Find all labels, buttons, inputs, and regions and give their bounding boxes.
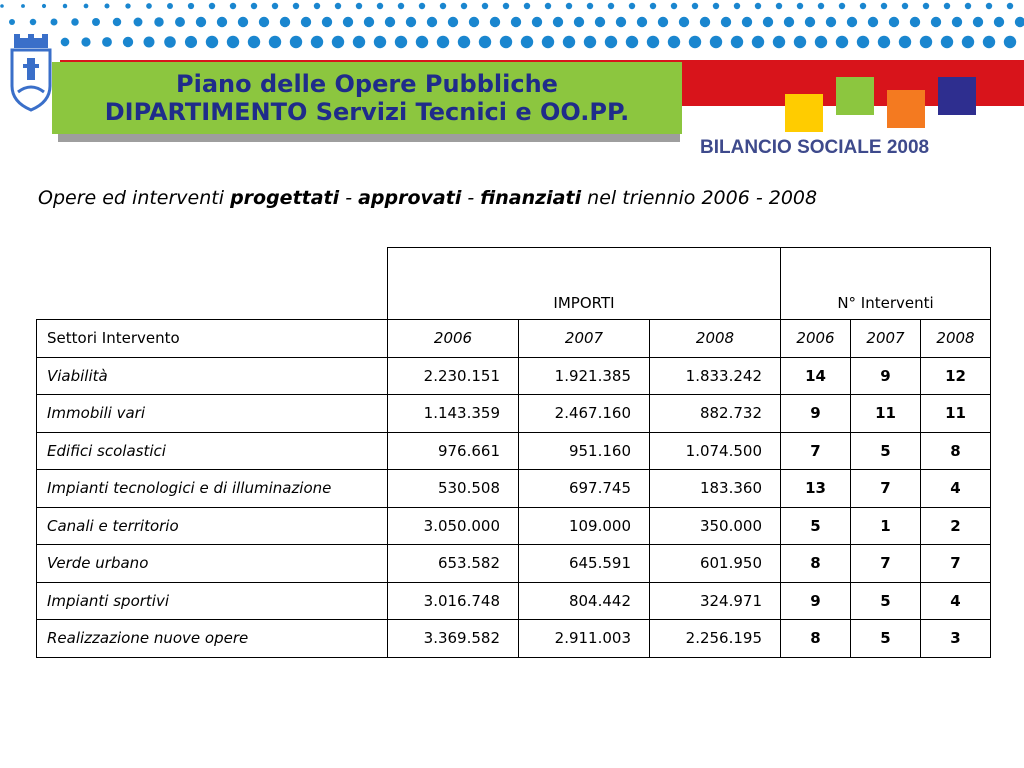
count-cell-2006: 5	[781, 507, 851, 545]
count-cell-2007: 9	[851, 357, 921, 395]
title-banner	[52, 62, 682, 134]
header-dot	[42, 4, 46, 8]
count-cell-2007: 7	[851, 545, 921, 583]
header-dot	[889, 17, 899, 27]
header-dot	[500, 36, 512, 48]
header-dot	[710, 36, 722, 48]
count-cell-2007: 11	[851, 395, 921, 433]
header-dot	[878, 36, 890, 48]
header-dot	[9, 19, 15, 25]
interventi-header: N° Interventi	[781, 248, 991, 320]
orange-square	[887, 90, 925, 128]
amount-cell-2006: 3.016.748	[388, 582, 519, 620]
page-subtitle	[38, 187, 817, 209]
sector-name-cell: Impianti tecnologici e di illuminazione	[37, 470, 388, 508]
header-dot	[973, 17, 983, 27]
header-dot	[311, 36, 323, 48]
header-dot	[259, 17, 269, 27]
amount-cell-2008: 183.360	[650, 470, 781, 508]
city-crest-icon	[8, 34, 54, 114]
amount-cell-2008: 324.971	[650, 582, 781, 620]
count-cell-2008: 8	[921, 432, 991, 470]
header-dot	[356, 3, 362, 9]
header-dot	[986, 3, 992, 9]
header-dot	[123, 37, 133, 47]
count-cell-2007: 7	[851, 470, 921, 508]
table-row	[37, 545, 991, 583]
header-dot	[238, 17, 248, 27]
header-dot	[763, 17, 773, 27]
header-dot	[248, 36, 260, 48]
count-cell-2006: 8	[781, 620, 851, 658]
header-dot	[332, 36, 344, 48]
amount-cell-2007: 951.160	[519, 432, 650, 470]
amount-cell-2006: 2.230.151	[388, 357, 519, 395]
header-dot	[251, 3, 257, 9]
header-dot	[836, 36, 848, 48]
header-dot	[713, 3, 719, 9]
header-dot	[63, 4, 67, 8]
count-cell-2007: 5	[851, 582, 921, 620]
header-dot	[21, 4, 25, 8]
header-dot	[553, 17, 563, 27]
sector-column-header: Settori Intervento	[37, 320, 388, 358]
header-dot	[952, 17, 962, 27]
sector-name-cell: Viabilità	[37, 357, 388, 395]
count-cell-2007: 1	[851, 507, 921, 545]
header-dot	[175, 17, 185, 27]
count-cell-2006: 9	[781, 395, 851, 433]
year-header-importi-2007: 2007	[519, 320, 650, 358]
header-dot	[164, 36, 176, 48]
header-dot	[458, 36, 470, 48]
header-dot	[755, 3, 761, 9]
header-dot	[81, 37, 90, 46]
header-dot	[322, 17, 332, 27]
year-header-importi-2008: 2008	[650, 320, 781, 358]
table-year-header-row	[37, 320, 991, 358]
header-dot	[595, 17, 605, 27]
table-row	[37, 507, 991, 545]
header-dot	[364, 17, 374, 27]
amount-cell-2006: 3.369.582	[388, 620, 519, 658]
table-row	[37, 470, 991, 508]
table-row	[37, 395, 991, 433]
count-cell-2006: 9	[781, 582, 851, 620]
header-dot	[637, 17, 647, 27]
count-cell-2006: 14	[781, 357, 851, 395]
header-dot	[144, 37, 155, 48]
title-line-1: Piano delle Opere Pubbliche	[176, 70, 558, 98]
header-dot	[0, 4, 4, 8]
amount-cell-2006: 530.508	[388, 470, 519, 508]
amount-cell-2008: 601.950	[650, 545, 781, 583]
subtitle-progettati: progettati	[230, 187, 340, 209]
header-dot	[797, 3, 803, 9]
header-dot	[608, 3, 614, 9]
year-header-count-2007: 2007	[851, 320, 921, 358]
header-dot	[931, 17, 941, 27]
header-dot	[700, 17, 710, 27]
green-square	[836, 77, 874, 115]
header-dot	[910, 17, 920, 27]
header-dot	[658, 17, 668, 27]
header-dot	[524, 3, 530, 9]
header-dot	[482, 3, 488, 9]
header-dot	[419, 3, 425, 9]
subtitle-sep1: -	[339, 187, 359, 209]
header-dot	[742, 17, 752, 27]
header-dot	[920, 36, 932, 48]
subtitle-part1: Opere ed interventi	[38, 187, 231, 209]
header-dot	[167, 3, 173, 9]
title-line-2: DIPARTIMENTO Servizi Tecnici e OO.PP.	[104, 98, 630, 126]
header-dot	[353, 36, 365, 48]
header-dot	[314, 3, 320, 9]
header-dot	[440, 3, 446, 9]
sector-name-cell: Edifici scolastici	[37, 432, 388, 470]
header-dot	[983, 36, 995, 48]
header-dot	[448, 17, 458, 27]
header-dot	[847, 17, 857, 27]
table-row	[37, 582, 991, 620]
header-dot	[605, 36, 617, 48]
table-row	[37, 620, 991, 658]
header-dot	[857, 36, 869, 48]
header-dot	[416, 36, 428, 48]
amount-cell-2006: 1.143.359	[388, 395, 519, 433]
header-dot	[941, 36, 953, 48]
header-blank-cell	[37, 248, 388, 320]
header-dot	[689, 36, 701, 48]
header-dot	[626, 36, 638, 48]
table-group-header-row	[37, 248, 991, 320]
header-dot	[406, 17, 416, 27]
header-dot	[437, 36, 449, 48]
header-dot	[650, 3, 656, 9]
header-dot	[113, 18, 121, 26]
header-dot	[721, 17, 731, 27]
header-dot	[521, 36, 533, 48]
header-dot	[776, 3, 782, 9]
header-dot	[902, 3, 908, 9]
header-dot	[734, 3, 740, 9]
header-dot	[125, 3, 130, 8]
header-dot	[731, 36, 743, 48]
amount-cell-2008: 2.256.195	[650, 620, 781, 658]
header-dot	[30, 19, 36, 25]
header-dot	[84, 4, 89, 9]
header-dot	[185, 36, 197, 48]
header-dot	[965, 3, 971, 9]
header-dot	[230, 3, 236, 9]
count-cell-2008: 11	[921, 395, 991, 433]
year-header-count-2008: 2008	[921, 320, 991, 358]
header-dot	[584, 36, 596, 48]
header-dot	[784, 17, 794, 27]
sector-name-cell: Verde urbano	[37, 545, 388, 583]
amount-cell-2008: 1.833.242	[650, 357, 781, 395]
subtitle-sep2: -	[461, 187, 481, 209]
header-dot	[1004, 36, 1016, 48]
header-dot	[51, 19, 58, 26]
amount-cell-2008: 882.732	[650, 395, 781, 433]
sector-name-cell: Immobili vari	[37, 395, 388, 433]
header-dot	[671, 3, 677, 9]
header-dot	[134, 18, 143, 27]
header-dot	[532, 17, 542, 27]
header-dot	[61, 38, 70, 47]
count-cell-2006: 13	[781, 470, 851, 508]
header-dot	[692, 3, 698, 9]
header-dot	[227, 36, 239, 48]
header-dot	[188, 3, 194, 9]
header-dot	[566, 3, 572, 9]
importi-header: IMPORTI	[388, 248, 781, 320]
count-cell-2006: 8	[781, 545, 851, 583]
header-dot	[994, 17, 1004, 27]
header-dot	[868, 17, 878, 27]
header-dot	[794, 36, 806, 48]
header-dot	[269, 36, 281, 48]
header-dot	[545, 3, 551, 9]
header-dot	[102, 37, 112, 47]
header-dot	[752, 36, 764, 48]
header-dot	[196, 17, 206, 27]
subtitle-finanziati: finanziati	[480, 187, 582, 209]
header-dot	[290, 36, 302, 48]
header-dot	[335, 3, 341, 9]
header-dot	[511, 17, 521, 27]
header-dot	[962, 36, 974, 48]
count-cell-2008: 4	[921, 582, 991, 620]
header-dot	[668, 36, 680, 48]
amount-cell-2007: 804.442	[519, 582, 650, 620]
interventions-table	[36, 247, 991, 658]
header-dot	[146, 3, 152, 9]
amount-cell-2006: 653.582	[388, 545, 519, 583]
header-dot	[206, 36, 218, 48]
header-dot	[839, 3, 845, 9]
header-dot	[860, 3, 866, 9]
amount-cell-2008: 1.074.500	[650, 432, 781, 470]
header-dot	[647, 36, 659, 48]
header-dot	[377, 3, 383, 9]
header-dot	[542, 36, 554, 48]
sector-name-cell: Impianti sportivi	[37, 582, 388, 620]
header-dot	[479, 36, 491, 48]
interventions-table-wrapper	[36, 247, 991, 658]
amount-cell-2006: 976.661	[388, 432, 519, 470]
amount-cell-2008: 350.000	[650, 507, 781, 545]
count-cell-2007: 5	[851, 432, 921, 470]
header-dot	[385, 17, 395, 27]
yellow-square	[785, 94, 823, 132]
header-dot	[587, 3, 593, 9]
header-dot	[301, 17, 311, 27]
count-cell-2008: 4	[921, 470, 991, 508]
header-dot	[104, 3, 109, 8]
header-dot	[374, 36, 386, 48]
count-cell-2008: 2	[921, 507, 991, 545]
amount-cell-2007: 109.000	[519, 507, 650, 545]
header-dot	[398, 3, 404, 9]
table-row	[37, 432, 991, 470]
header-dot	[944, 3, 950, 9]
header-dot	[899, 36, 911, 48]
header-dot	[1007, 3, 1013, 9]
header-dot	[574, 17, 584, 27]
header-dot	[293, 3, 299, 9]
amount-cell-2007: 2.911.003	[519, 620, 650, 658]
header-dot	[461, 3, 467, 9]
count-cell-2008: 12	[921, 357, 991, 395]
header-dot	[209, 3, 215, 9]
sector-name-cell: Realizzazione nuove opere	[37, 620, 388, 658]
navy-square	[938, 77, 976, 115]
amount-cell-2007: 645.591	[519, 545, 650, 583]
header-dot	[217, 17, 227, 27]
subtitle-approvati: approvati	[358, 187, 462, 209]
amount-cell-2007: 697.745	[519, 470, 650, 508]
header-dot	[815, 36, 827, 48]
header-dot	[272, 3, 278, 9]
year-header-count-2006: 2006	[781, 320, 851, 358]
amount-cell-2007: 1.921.385	[519, 357, 650, 395]
year-header-importi-2006: 2006	[388, 320, 519, 358]
header-dot	[280, 17, 290, 27]
dotted-header-pattern	[0, 0, 1024, 58]
header-dot	[1015, 17, 1024, 27]
count-cell-2008: 7	[921, 545, 991, 583]
header-dot	[469, 17, 479, 27]
header-dot	[343, 17, 353, 27]
header-dot	[826, 17, 836, 27]
header-dot	[154, 17, 163, 26]
header-dot	[818, 3, 824, 9]
header-dot	[773, 36, 785, 48]
table-row	[37, 357, 991, 395]
header-dot	[503, 3, 509, 9]
header-dot	[629, 3, 635, 9]
header-dot	[563, 36, 575, 48]
count-cell-2006: 7	[781, 432, 851, 470]
amount-cell-2006: 3.050.000	[388, 507, 519, 545]
header-dot	[71, 18, 78, 25]
header-dot	[805, 17, 815, 27]
header-dot	[92, 18, 100, 26]
header-dot	[616, 17, 626, 27]
sector-name-cell: Canali e territorio	[37, 507, 388, 545]
header-dot	[427, 17, 437, 27]
header-dot	[923, 3, 929, 9]
bilancio-sociale-label: BILANCIO SOCIALE 2008	[700, 137, 930, 158]
count-cell-2007: 5	[851, 620, 921, 658]
header-dot	[490, 17, 500, 27]
amount-cell-2007: 2.467.160	[519, 395, 650, 433]
subtitle-part2: nel triennio 2006 - 2008	[581, 187, 818, 209]
count-cell-2008: 3	[921, 620, 991, 658]
header-dot	[881, 3, 887, 9]
header-dot	[395, 36, 407, 48]
header-dot	[679, 17, 689, 27]
